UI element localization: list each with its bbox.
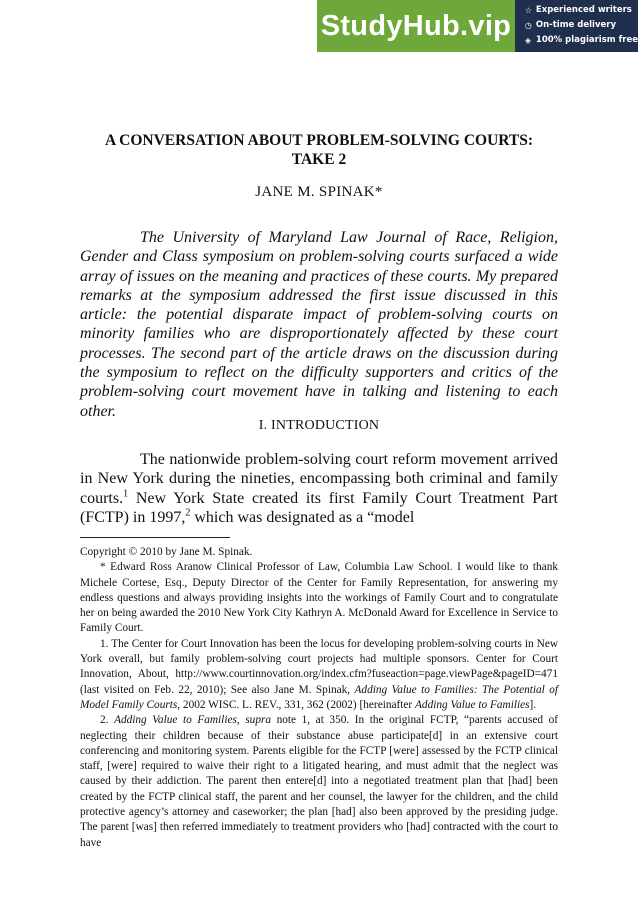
- author-name: JANE M. SPINAK*: [255, 184, 383, 200]
- footnote-1-title: Adding Value to Families: The Potential of Model Family Courts,: [80, 683, 559, 711]
- title-line-1: A CONVERSATION ABOUT PROBLEM-SOLVING COURTS:: [104, 132, 534, 149]
- star-icon: ☆: [524, 6, 533, 15]
- intro-text-1: The nationwide problem-solving court reform movement arrived in New York during the nineties, encompassing both criminal and family courts.: [80, 451, 558, 507]
- footnote-2-text: note 1, at 350. In the original FCTP, “parents accused of neglecting their children because of their substance abuse participate[d] in an extensive court conferencing and monitoring system. Parents eligible for the FCTP [were] assessed by the FCTP clinical staff, [were] required to waive their right to a litigated hearing, and must admit that the neglect was caused by their addiction. The parent then entere[d] into a negotiated treatment plan that [had] been created by the FCTP clinical staff, the parent and her counsel, the lawyer for the children, and the child protective agency’s attorney and caseworker; the plan [had] also been approved by the presiding judge. The parent [was] then referred immediately to treatment providers who [had] contracted with the court to have: [80, 714, 558, 849]
- footnote-ref-2[interactable]: 2: [185, 507, 191, 519]
- feature-label: Experienced writers: [535, 5, 632, 15]
- feature-label: 100% plagiarism free: [535, 35, 638, 45]
- promo-banner[interactable]: [317, 0, 638, 52]
- feature-item: [525, 3, 638, 18]
- footnote-1-cite: 2002 WISC. L. REV., 331, 362 (2002) [hereinafter: [180, 698, 416, 711]
- abstract: The University of Maryland Law Journal of Race, Religion, Gender and Class symposium on problem-solving courts surfaced a wide array of issues on the meaning and practices of these courts. My prepared remarks at the symposium addressed the first issue discussed in this article: the potential disparate impact of problem-solving courts on minority families who are disproportionately affected by these court processes. The second part of the article draws on the discussion during the symposium to reflect on the difficulty supporters and critics of the problem-solving court movement have in talking and listening to each other.: [80, 229, 558, 420]
- footnote-1-end: ].: [529, 698, 537, 711]
- footnotes: [80, 545, 558, 851]
- clock-icon: ◷: [524, 21, 532, 30]
- title-line-2: TAKE 2: [291, 151, 347, 168]
- article-title: [70, 131, 568, 169]
- feature-item: [525, 33, 638, 48]
- feature-label: On-time delivery: [535, 20, 616, 30]
- footnote-ref-1[interactable]: 1: [123, 488, 129, 500]
- footnote-2-cite: Adding Value to Families, supra: [114, 714, 272, 727]
- copyright-note: Copyright © 2010 by Jane M. Spinak.: [80, 546, 253, 558]
- brand-logo[interactable]: StudyHub.vip: [317, 0, 515, 52]
- shield-icon: ◈: [524, 36, 532, 45]
- footnote-1-short-title: Adding Value to Families: [415, 698, 530, 711]
- author-footnote: * Edward Ross Aranow Clinical Professor of Law, Columbia Law School. I would like to thank Michele Cortese, Esq., Deputy Director of the Center for Family Representation, for answering my endless questions and always providing insights into the workings of Family Court and to congratulate her on being awarded the 2010 New York City Kathryn A. McDonald Award for Excellence in Service to Family Court.: [80, 561, 558, 635]
- footnote-1-text: 1. The Center for Court Innovation has been the locus for developing problem-solving courts in New York overall, but family problem-solving court projects had multiple sponsors. Center for Court Innovation, About, http://www.courtinnovation.org/index.cfm?fuseaction=page.viewPage&pageID=471 (last visited on Feb. 22, 2010); See also Jane M. Spinak,: [80, 637, 558, 696]
- feature-list: [515, 0, 638, 52]
- footnote-2: [80, 713, 558, 851]
- intro-text-2: New York State created its first Family Court Treatment Part (FCTP) in 1997,: [80, 489, 558, 526]
- feature-item: [525, 18, 638, 33]
- intro-text-3: which was designated as a “model: [190, 508, 415, 526]
- footnote-divider: [80, 537, 230, 538]
- intro-paragraph: [80, 450, 558, 527]
- footnote-1: [80, 637, 558, 713]
- footnote-2-number: 2.: [100, 714, 115, 727]
- section-heading: I. INTRODUCTION: [258, 418, 380, 433]
